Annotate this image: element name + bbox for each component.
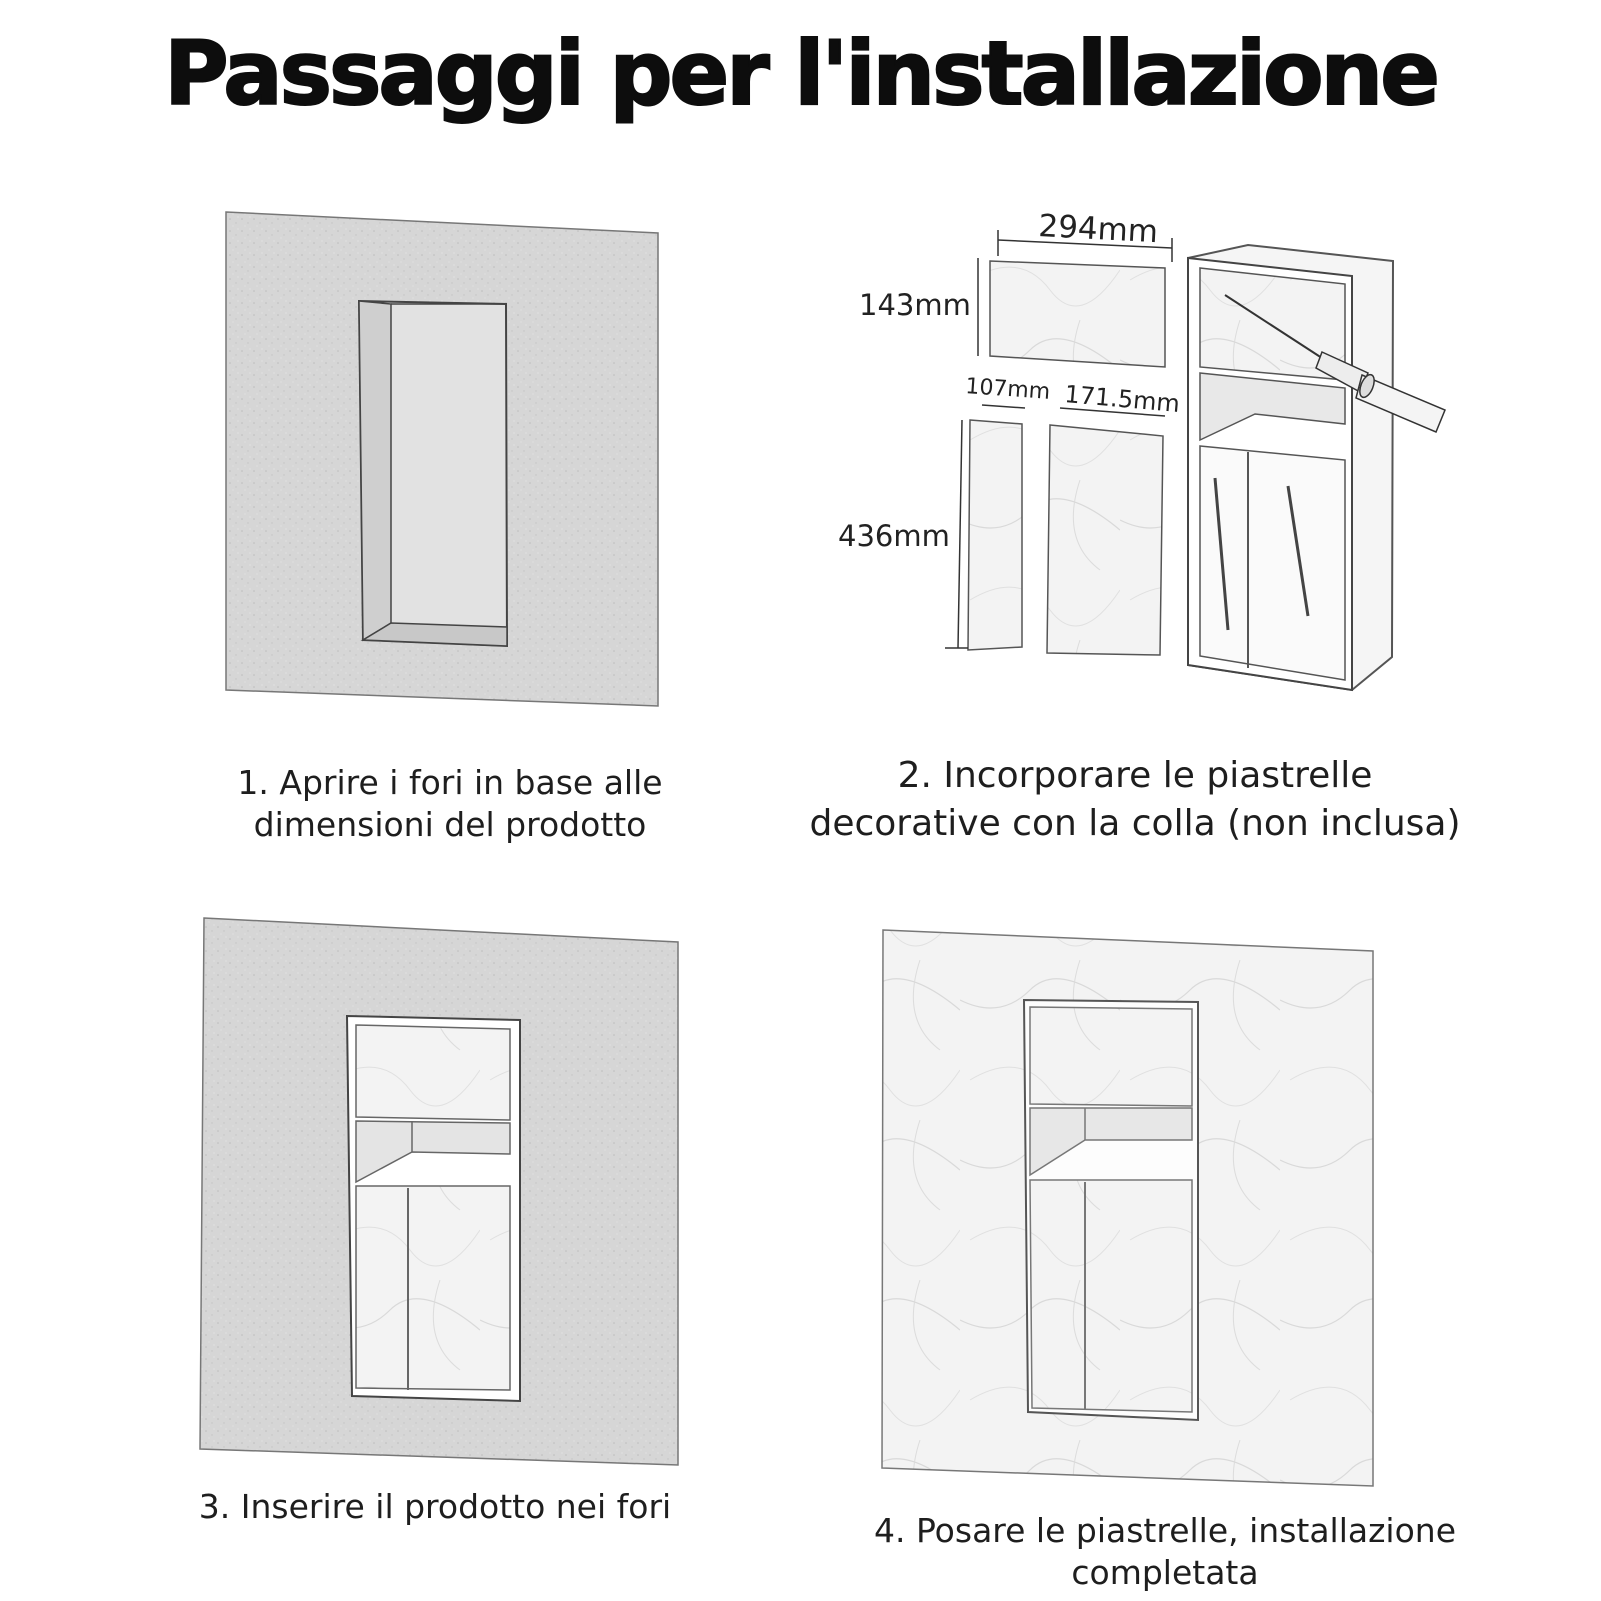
step2-caption-line2: decorative con la colla (non inclusa)	[809, 803, 1461, 844]
dim-top-height: 143mm	[859, 288, 971, 322]
dim-side-width: 107mm	[964, 374, 1051, 405]
step3-niche-in-wall	[200, 918, 678, 1465]
step1-wall-with-hole	[226, 212, 658, 706]
step4-caption-line1: 4. Posare le piastrelle, installazione	[873, 1511, 1457, 1550]
step1-caption-line2: dimensioni del prodotto	[253, 805, 647, 844]
dim-panel-height: 436mm	[838, 519, 950, 553]
page-title: Passaggi per l'installazione	[164, 22, 1437, 125]
step1-caption-line1: 1. Aprire i fori in base alle	[237, 763, 663, 802]
step4-caption-line2: completata	[1071, 1553, 1259, 1592]
step3-caption	[175, 1486, 695, 1528]
step4-caption	[840, 1510, 1490, 1594]
step2-tiles-and-niche	[945, 230, 1445, 690]
step2-caption	[790, 752, 1480, 848]
step2-caption-line1: 2. Incorporare le piastrelle	[897, 755, 1373, 796]
step1-caption	[215, 762, 685, 846]
dim-front-width: 171.5mm	[1063, 380, 1181, 419]
dim-top-width: 294mm	[1037, 208, 1159, 251]
step4-tiled-wall	[882, 930, 1373, 1486]
step3-caption-line1: 3. Inserire il prodotto nei fori	[198, 1487, 672, 1526]
